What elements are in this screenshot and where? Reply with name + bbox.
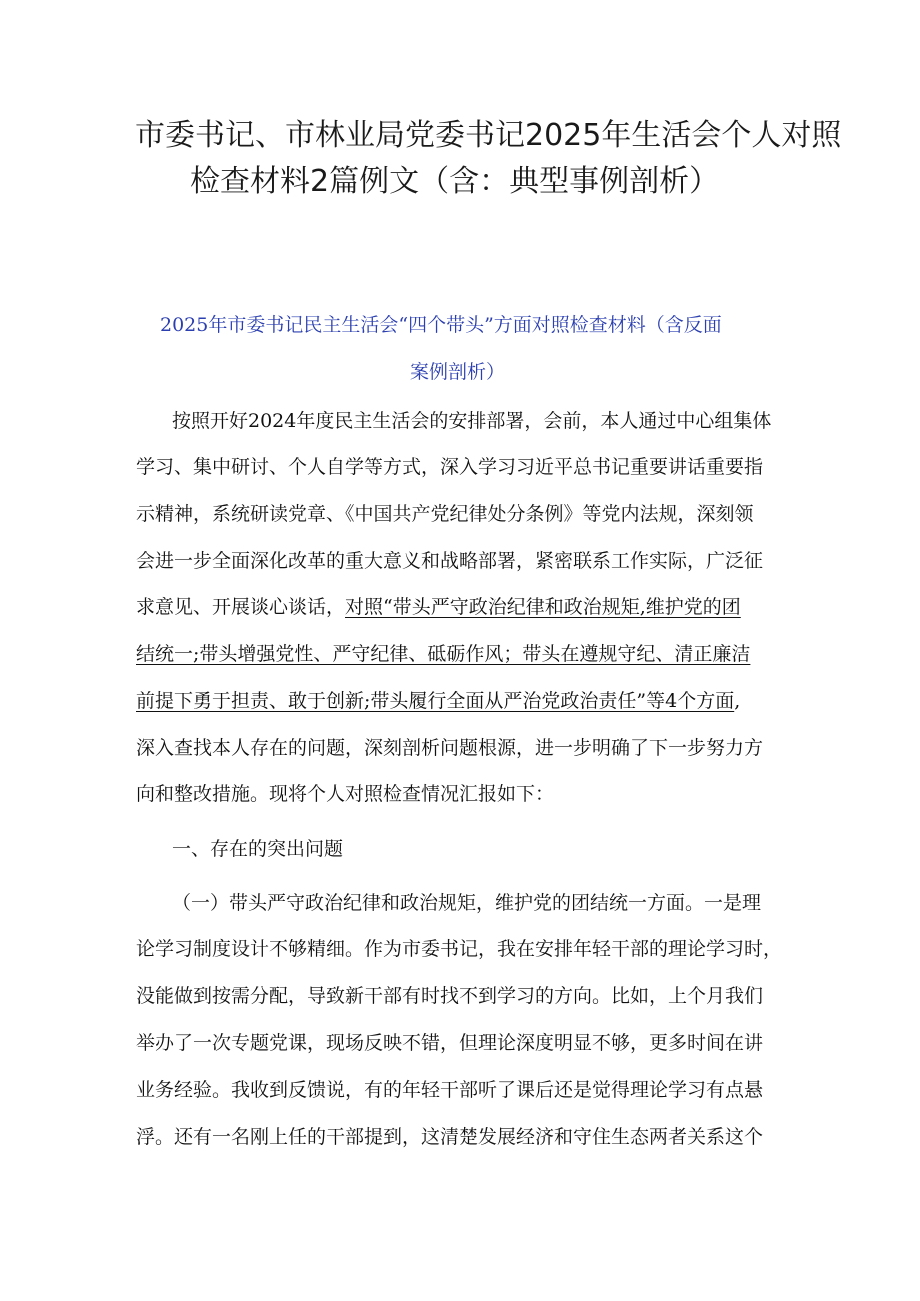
section-subtitle-line-1: 2025年市委书记民主生活会“四个带头”方面对照检查材料（含反面 [160,314,722,336]
paragraph-line: 示精神，系统研读党章、《中国共产党纪律处分条例》等党内法规，深刻领 [136,503,754,525]
paragraph-line: 会进一步全面深化改革的重大意义和战略部署，紧密联系工作实际，广泛征 [136,550,764,572]
paragraph-line [136,686,786,713]
paragraph-line: 按照开好2024年度民主生活会的安排部署，会前，本人通过中心组集体 [172,410,772,432]
underlined-paragraph-line: 结统一;带头增强党性、严守纪律、砥砺作风；带头在遵规守纪、清正廉洁 [136,643,751,665]
paragraph-line: 向和整改措施。现将个人对照检查情况汇报如下： [136,783,555,805]
paragraph-line: （一）带头严守政治纪律和政治规矩，维护党的团结统一方面。一是理 [172,892,762,914]
paragraph-line: 论学习制度设计不够精细。作为市委书记，我在安排年轻干部的理论学习时， [136,938,783,960]
paragraph-line: 浮。还有一名刚上任的干部提到，这清楚发展经济和守住生态两者关系这个 [136,1126,764,1148]
section-heading: 一、存在的突出问题 [172,838,344,860]
paragraph-line: 没能做到按需分配，导致新干部有时找不到学习的方向。比如，上个月我们 [136,985,764,1007]
paragraph-text: , [734,690,741,712]
paragraph-line [136,592,786,619]
paragraph-line: 深入查找本人存在的问题，深刻剖析问题根源，进一步明确了下一步努力方 [136,737,764,759]
paragraph-line: 举办了一次专题党课，现场反映不错，但理论深度明显不够，更多时间在讲 [136,1032,764,1054]
paragraph-line: 学习、集中研讨、个人自学等方式，深入学习习近平总书记重要讲话重要指 [136,456,764,478]
paragraph-line: 业务经验。我收到反馈说，有的年轻干部听了课后还是觉得理论学习有点悬 [136,1079,764,1101]
document-title-line-2: 检查材料2篇例文（含：典型事例剖析） [190,164,720,199]
paragraph-text: 求意见、开展谈心谈话， [136,596,346,618]
underlined-text: 对照“带头严守政治纪律和政治规矩,维护党的团 [345,596,741,618]
underlined-text: 前提下勇于担责、敢于创新;带头履行全面从严治党政治责任”等4个方面 [136,690,735,712]
section-subtitle-line-2: 案例剖析） [410,361,506,383]
document-title-line-1: 市委书记、市林业局党委书记2025年生活会个人对照 [135,118,842,153]
